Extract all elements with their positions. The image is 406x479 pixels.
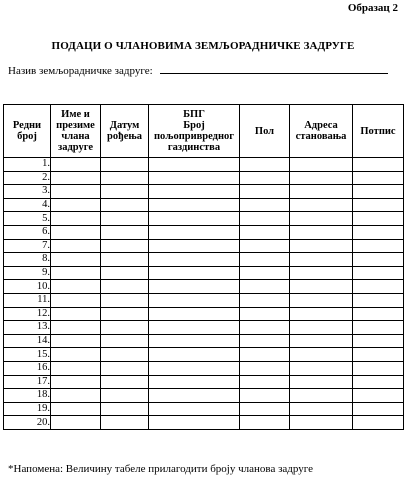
coop-name-field[interactable] bbox=[160, 72, 388, 74]
table-cell-address[interactable] bbox=[290, 266, 353, 280]
table-cell-birth-date[interactable] bbox=[101, 239, 149, 253]
table-row bbox=[4, 293, 404, 307]
table-cell-member-name[interactable] bbox=[51, 375, 101, 389]
table-cell-farm-number[interactable] bbox=[149, 185, 240, 199]
table-row bbox=[4, 361, 404, 375]
header-line: Адреса bbox=[304, 120, 338, 131]
table-cell-member-name[interactable] bbox=[51, 280, 101, 294]
table-cell-member-name[interactable] bbox=[51, 402, 101, 416]
table-row bbox=[4, 266, 404, 280]
table-cell-signature[interactable] bbox=[353, 158, 404, 172]
row-number: 4. bbox=[4, 198, 51, 212]
table-cell-gender[interactable] bbox=[240, 225, 290, 239]
table-cell-member-name[interactable] bbox=[51, 293, 101, 307]
table-cell-birth-date[interactable] bbox=[101, 212, 149, 226]
table-cell-member-name[interactable] bbox=[51, 185, 101, 199]
table-cell-signature[interactable] bbox=[353, 375, 404, 389]
table-cell-gender[interactable] bbox=[240, 375, 290, 389]
table-cell-member-name[interactable] bbox=[51, 266, 101, 280]
table-cell-signature[interactable] bbox=[353, 185, 404, 199]
header-line: Пол bbox=[254, 125, 275, 137]
table-cell-gender[interactable] bbox=[240, 266, 290, 280]
table-cell-farm-number[interactable] bbox=[149, 171, 240, 185]
table-cell-gender[interactable] bbox=[240, 280, 290, 294]
table-row bbox=[4, 253, 404, 267]
table-cell-birth-date[interactable] bbox=[101, 171, 149, 185]
header-line: задруге bbox=[57, 142, 94, 153]
table-cell-member-name[interactable] bbox=[51, 212, 101, 226]
header-member-name bbox=[51, 105, 101, 158]
row-number: 15. bbox=[4, 348, 51, 362]
table-cell-farm-number[interactable] bbox=[149, 253, 240, 267]
table-cell-birth-date[interactable] bbox=[101, 293, 149, 307]
table-row bbox=[4, 212, 404, 226]
header-line: члана bbox=[61, 131, 90, 142]
header-line: Број bbox=[183, 120, 205, 131]
table-row bbox=[4, 416, 404, 430]
row-number: 18. bbox=[4, 389, 51, 403]
table-cell-birth-date[interactable] bbox=[101, 348, 149, 362]
row-number: 13. bbox=[4, 321, 51, 335]
header-line: Име и bbox=[61, 109, 90, 120]
table-cell-member-name[interactable] bbox=[51, 239, 101, 253]
table-cell-gender[interactable] bbox=[240, 293, 290, 307]
table-cell-signature[interactable] bbox=[353, 361, 404, 375]
table-cell-gender[interactable] bbox=[240, 307, 290, 321]
table-cell-gender[interactable] bbox=[240, 361, 290, 375]
row-number: 14. bbox=[4, 334, 51, 348]
header-line: Редни bbox=[12, 120, 42, 131]
table-cell-signature[interactable] bbox=[353, 225, 404, 239]
table-cell-signature[interactable] bbox=[353, 171, 404, 185]
table-cell-member-name[interactable] bbox=[51, 171, 101, 185]
header-row-number bbox=[4, 105, 51, 158]
table-row bbox=[4, 334, 404, 348]
row-number: 6. bbox=[4, 225, 51, 239]
header-line: БПГ bbox=[183, 109, 205, 120]
table-cell-gender[interactable] bbox=[240, 239, 290, 253]
table-cell-address[interactable] bbox=[290, 321, 353, 335]
table-cell-farm-number[interactable] bbox=[149, 307, 240, 321]
table-cell-address[interactable] bbox=[290, 212, 353, 226]
table-cell-gender[interactable] bbox=[240, 321, 290, 335]
table-cell-signature[interactable] bbox=[353, 239, 404, 253]
table-cell-birth-date[interactable] bbox=[101, 266, 149, 280]
table-cell-birth-date[interactable] bbox=[101, 361, 149, 375]
table-row bbox=[4, 185, 404, 199]
table-cell-member-name[interactable] bbox=[51, 348, 101, 362]
table-cell-member-name[interactable] bbox=[51, 225, 101, 239]
coop-name-label: Назив земљорадничке задруге: bbox=[8, 65, 153, 77]
table-cell-signature[interactable] bbox=[353, 280, 404, 294]
table-cell-birth-date[interactable] bbox=[101, 185, 149, 199]
table-cell-signature[interactable] bbox=[353, 307, 404, 321]
table-cell-birth-date[interactable] bbox=[101, 280, 149, 294]
table-cell-farm-number[interactable] bbox=[149, 416, 240, 430]
row-number: 19. bbox=[4, 402, 51, 416]
table-cell-signature[interactable] bbox=[353, 389, 404, 403]
table-row bbox=[4, 225, 404, 239]
table-cell-address[interactable] bbox=[290, 375, 353, 389]
table-row bbox=[4, 171, 404, 185]
table-cell-gender[interactable] bbox=[240, 402, 290, 416]
header-birth-date bbox=[101, 105, 149, 158]
table-row bbox=[4, 158, 404, 172]
header-line: становања bbox=[295, 131, 347, 142]
table-cell-member-name[interactable] bbox=[51, 321, 101, 335]
table-cell-member-name[interactable] bbox=[51, 334, 101, 348]
table-cell-farm-number[interactable] bbox=[149, 280, 240, 294]
table-cell-farm-number[interactable] bbox=[149, 225, 240, 239]
table-cell-address[interactable] bbox=[290, 171, 353, 185]
table-body bbox=[4, 158, 404, 430]
row-number: 7. bbox=[4, 239, 51, 253]
table-cell-farm-number[interactable] bbox=[149, 198, 240, 212]
table-cell-address[interactable] bbox=[290, 402, 353, 416]
table-cell-address[interactable] bbox=[290, 253, 353, 267]
table-cell-address[interactable] bbox=[290, 307, 353, 321]
table-cell-member-name[interactable] bbox=[51, 361, 101, 375]
table-cell-birth-date[interactable] bbox=[101, 416, 149, 430]
table-cell-farm-number[interactable] bbox=[149, 334, 240, 348]
table-cell-member-name[interactable] bbox=[51, 389, 101, 403]
table-row bbox=[4, 389, 404, 403]
table-cell-farm-number[interactable] bbox=[149, 402, 240, 416]
table-row bbox=[4, 239, 404, 253]
table-cell-address[interactable] bbox=[290, 389, 353, 403]
table-header-row bbox=[4, 105, 404, 158]
header-line: Датум bbox=[109, 120, 140, 131]
table-cell-birth-date[interactable] bbox=[101, 402, 149, 416]
table-cell-member-name[interactable] bbox=[51, 158, 101, 172]
table-cell-farm-number[interactable] bbox=[149, 361, 240, 375]
table-cell-address[interactable] bbox=[290, 361, 353, 375]
table-row bbox=[4, 402, 404, 416]
header-line: рођења bbox=[106, 131, 142, 142]
table-cell-gender[interactable] bbox=[240, 171, 290, 185]
table-cell-address[interactable] bbox=[290, 416, 353, 430]
table-cell-birth-date[interactable] bbox=[101, 321, 149, 335]
row-number: 3. bbox=[4, 185, 51, 199]
table-cell-gender[interactable] bbox=[240, 212, 290, 226]
table-row bbox=[4, 321, 404, 335]
table-row bbox=[4, 198, 404, 212]
row-number: 11. bbox=[4, 293, 51, 307]
table-cell-farm-number[interactable] bbox=[149, 293, 240, 307]
table-cell-signature[interactable] bbox=[353, 348, 404, 362]
table-cell-gender[interactable] bbox=[240, 253, 290, 267]
header-signature bbox=[353, 105, 404, 158]
row-number: 12. bbox=[4, 307, 51, 321]
table-cell-birth-date[interactable] bbox=[101, 198, 149, 212]
table-cell-address[interactable] bbox=[290, 158, 353, 172]
table-cell-gender[interactable] bbox=[240, 198, 290, 212]
table-cell-signature[interactable] bbox=[353, 334, 404, 348]
row-number: 5. bbox=[4, 212, 51, 226]
table-cell-address[interactable] bbox=[290, 239, 353, 253]
header-line: газдинства bbox=[167, 142, 221, 153]
table-cell-birth-date[interactable] bbox=[101, 375, 149, 389]
table-row bbox=[4, 307, 404, 321]
header-address bbox=[290, 105, 353, 158]
table-cell-signature[interactable] bbox=[353, 321, 404, 335]
table-cell-farm-number[interactable] bbox=[149, 389, 240, 403]
table-cell-address[interactable] bbox=[290, 334, 353, 348]
table-cell-signature[interactable] bbox=[353, 198, 404, 212]
form-title: ПОДАЦИ О ЧЛАНОВИМА ЗЕМЉОРАДНИЧКЕ ЗАДРУГЕ bbox=[51, 40, 355, 52]
row-number: 9. bbox=[4, 266, 51, 280]
table-cell-address[interactable] bbox=[290, 185, 353, 199]
table-cell-signature[interactable] bbox=[353, 212, 404, 226]
table-cell-signature[interactable] bbox=[353, 253, 404, 267]
table-cell-farm-number[interactable] bbox=[149, 348, 240, 362]
table-cell-signature[interactable] bbox=[353, 266, 404, 280]
table-cell-birth-date[interactable] bbox=[101, 225, 149, 239]
table-cell-member-name[interactable] bbox=[51, 253, 101, 267]
table-cell-gender[interactable] bbox=[240, 389, 290, 403]
row-number: 2. bbox=[4, 171, 51, 185]
table-cell-birth-date[interactable] bbox=[101, 158, 149, 172]
table-cell-farm-number[interactable] bbox=[149, 212, 240, 226]
table-cell-address[interactable] bbox=[290, 280, 353, 294]
header-line: презиме bbox=[56, 120, 95, 131]
table-cell-gender[interactable] bbox=[240, 185, 290, 199]
table-cell-gender[interactable] bbox=[240, 416, 290, 430]
table-cell-farm-number[interactable] bbox=[149, 266, 240, 280]
table-row bbox=[4, 280, 404, 294]
header-line: пољопривредног bbox=[153, 131, 235, 142]
row-number: 10. bbox=[4, 280, 51, 294]
header-farm-number bbox=[149, 105, 240, 158]
table-cell-member-name[interactable] bbox=[51, 198, 101, 212]
table-cell-gender[interactable] bbox=[240, 348, 290, 362]
table-cell-address[interactable] bbox=[290, 198, 353, 212]
table-cell-farm-number[interactable] bbox=[149, 158, 240, 172]
table-cell-birth-date[interactable] bbox=[101, 334, 149, 348]
table-row bbox=[4, 375, 404, 389]
table-cell-signature[interactable] bbox=[353, 293, 404, 307]
header-line: Потпис bbox=[360, 125, 396, 137]
table-cell-gender[interactable] bbox=[240, 158, 290, 172]
table-cell-member-name[interactable] bbox=[51, 416, 101, 430]
row-number: 20. bbox=[4, 416, 51, 430]
header-line: број bbox=[17, 131, 37, 142]
table-cell-farm-number[interactable] bbox=[149, 321, 240, 335]
table-row bbox=[4, 348, 404, 362]
table-cell-address[interactable] bbox=[290, 293, 353, 307]
table-cell-address[interactable] bbox=[290, 348, 353, 362]
table-cell-birth-date[interactable] bbox=[101, 253, 149, 267]
header-gender bbox=[240, 105, 290, 158]
table-cell-signature[interactable] bbox=[353, 416, 404, 430]
table-cell-farm-number[interactable] bbox=[149, 239, 240, 253]
row-number: 17. bbox=[4, 375, 51, 389]
table-cell-address[interactable] bbox=[290, 225, 353, 239]
form-number: Образац 2 bbox=[347, 2, 398, 14]
members-table bbox=[3, 104, 404, 430]
table-cell-birth-date[interactable] bbox=[101, 307, 149, 321]
table-cell-member-name[interactable] bbox=[51, 307, 101, 321]
table-cell-birth-date[interactable] bbox=[101, 389, 149, 403]
table-cell-farm-number[interactable] bbox=[149, 375, 240, 389]
row-number: 1. bbox=[4, 158, 51, 172]
row-number: 16. bbox=[4, 361, 51, 375]
table-cell-gender[interactable] bbox=[240, 334, 290, 348]
coop-name-row bbox=[8, 65, 388, 77]
table-cell-signature[interactable] bbox=[353, 402, 404, 416]
row-number: 8. bbox=[4, 253, 51, 267]
footnote: *Напомена: Величину табеле прилагодити броју чланова задруге bbox=[8, 463, 314, 475]
